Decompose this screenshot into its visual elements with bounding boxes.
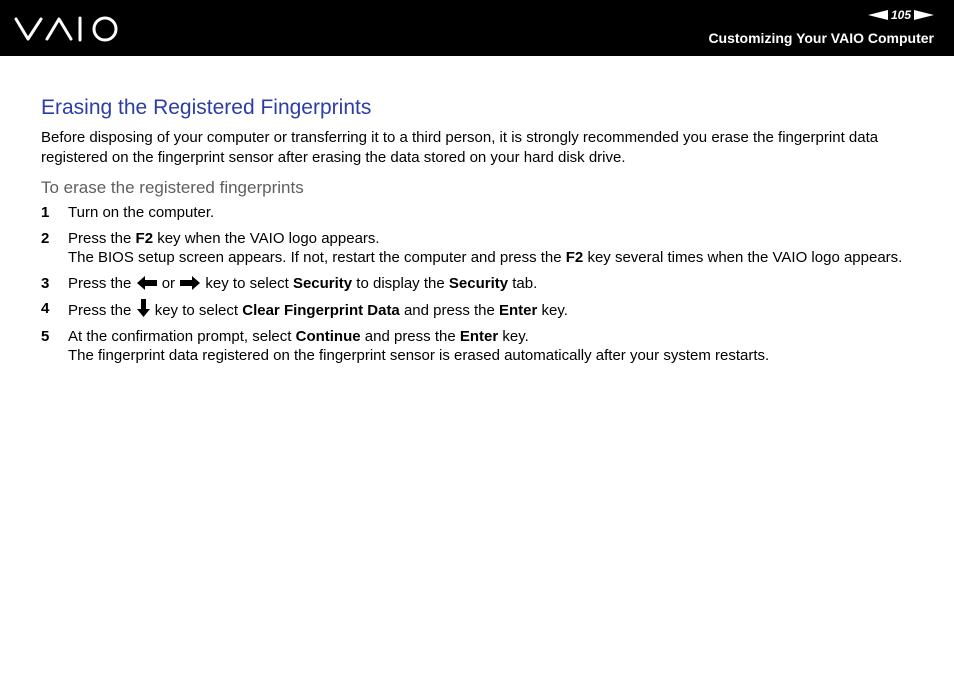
option-name: Clear Fingerprint Data (242, 302, 400, 319)
key-name: F2 (135, 229, 154, 247)
next-page-icon[interactable] (914, 10, 934, 20)
step-number: 3 (41, 274, 50, 292)
step-number: 2 (41, 229, 50, 247)
list-item (41, 229, 921, 268)
right-arrow-key-icon (180, 276, 200, 290)
step-number: 4 (41, 300, 50, 317)
list-item (41, 327, 921, 366)
page-navigator (868, 8, 934, 22)
step-text: Press the or key to select Security to display the Security tab. (68, 274, 538, 292)
list-item (41, 274, 921, 294)
procedure-heading: To erase the registered fingerprints (41, 178, 304, 197)
tab-name: Security (448, 274, 509, 292)
page-number: 105 (890, 8, 911, 22)
step-result-text: The BIOS setup screen appears. If not, restart the computer and press the F2 key several times when the VAIO logo appears. (68, 249, 903, 266)
previous-page-icon[interactable] (868, 10, 888, 20)
page-header (0, 0, 954, 56)
main-content (41, 95, 921, 372)
step-text: Turn on the computer. (68, 204, 215, 221)
page-title: Erasing the Registered Fingerprints (41, 96, 372, 119)
section-title: Customizing Your VAIO Computer (708, 30, 934, 46)
key-name: F2 (565, 249, 584, 266)
down-arrow-key-icon (137, 299, 150, 317)
option-name: Continue (295, 327, 361, 345)
steps-list (41, 203, 921, 366)
step-text: At the confirmation prompt, select Continue and press the Enter key. (68, 327, 529, 345)
step-number: 1 (41, 204, 50, 221)
list-item (41, 203, 921, 223)
key-name: Enter (499, 302, 538, 319)
menu-name: Security (292, 274, 353, 292)
list-item (41, 299, 921, 321)
left-arrow-key-icon (137, 276, 157, 290)
vaio-logo (14, 15, 120, 43)
step-number: 5 (41, 327, 50, 345)
step-text: Press the F2 key when the VAIO logo appears. (68, 229, 380, 247)
step-text: Press the key to select Clear Fingerprint Data and press the Enter key. (68, 299, 921, 321)
key-name: Enter (459, 327, 499, 345)
step-result-text: The fingerprint data registered on the fingerprint sensor is erased automatically after your system restarts. (68, 347, 770, 364)
intro-paragraph: Before disposing of your computer or transferring it to a third person, it is strongly recommended you erase the fingerprint data registered on the fingerprint sensor after erasing the data stored on your hard disk drive. (41, 129, 879, 166)
